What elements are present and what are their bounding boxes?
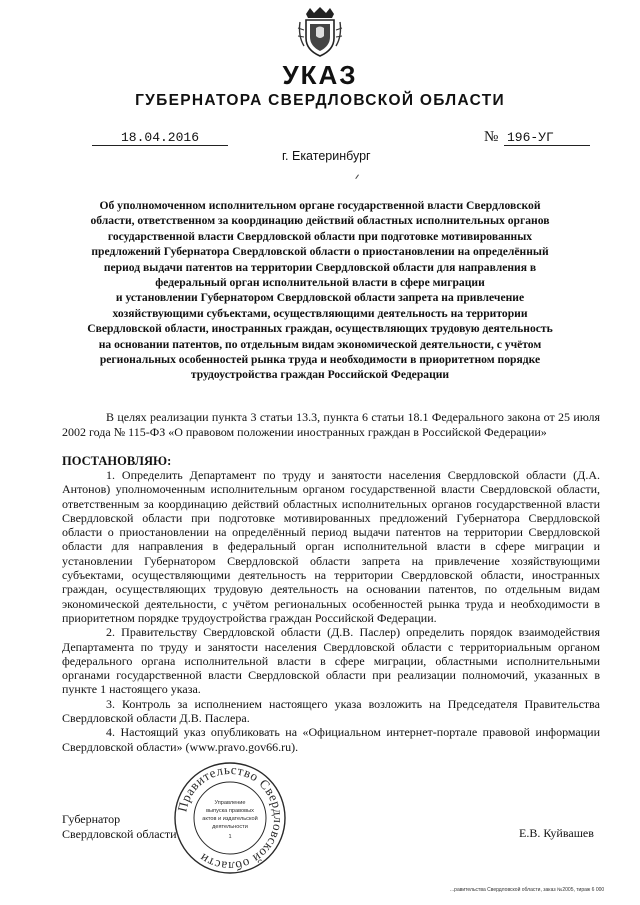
decree-body [62, 468, 600, 754]
preamble-paragraph: В целях реализации пункта 3 статьи 13.3, пункта 6 статьи 18.1 Федерального закона от 25 июля 2002 года № 115-ФЗ «О правовом положении иностранных граждан в Российской Федерации» [62, 410, 600, 439]
heading-line: и установлении Губернатором Свердловской области запрета на привлечение [115, 291, 525, 305]
clause-2: 2. Правительству Свердловской области (Д.В. Паслер) определить порядок взаимодействия Департамента по труду и занятости населения Свердловской области с территориальным органом федерального органа исполнительной власти в сфере миграции, областными исполнительными органами государственной власти Свердловской области при реализации полномочий, указанных в пункте 1 настоящего указа. [62, 625, 600, 697]
svg-text:Правительство Свердловской обл: Правительство Свердловской области [174, 761, 287, 875]
clause-4: 4. Настоящий указ опубликовать на «Официальном интернет-портале правовой информации Свердловской области» (www.pravo.gov66.ru). [62, 725, 600, 754]
clause-3: 3. Контроль за исполнением настоящего указа возложить на Председателя Правительства Свердловской области Д.В. Паслера. [62, 696, 600, 726]
issuer-subtitle: ГУБЕРНАТОРА СВЕРДЛОВСКОЙ ОБЛАСТИ [135, 92, 505, 109]
signatory-title-line: Свердловской области [62, 826, 177, 841]
decree-heading [62, 198, 578, 383]
heading-line: региональных особенностей рынка труда и необходимости в приоритетном порядке [99, 353, 541, 367]
number-underline [504, 145, 590, 146]
number-sign: № [484, 129, 499, 145]
stamp-center-line: деятельности [212, 824, 248, 830]
stamp-center-line: актов и издательской [202, 816, 258, 822]
decree-number: 196-УГ [507, 130, 554, 145]
clause-1: 1. Определить Департамент по труду и занятости населения Свердловской области (Д.А. Антонов) уполномоченным исполнительным органом государственной власти Свердловской области, ответственным за координацию действий областных исполнительных органов государственной власти Свердловской области при подготовке мотивированных предложений Губернатора Свердловской области о приостановлении на определённый период выдачи патентов на территории Свердловской области для направления в федеральный орган исполнительной власти в сфере миграции и установлении Губернатором Свердловской области запрета на привлечение хозяйствующими субъектами, осуществляющими деятельность на территории Свердловской области, иностранных граждан, осуществляющих трудовую деятельность на основании патентов, по отдельным видам экономической деятельности, с учётом региональных особенностей рынка труда и необходимости в приоритетном порядке трудоустройства граждан Российской Федерации. [62, 468, 600, 625]
signatory-title [62, 812, 177, 841]
official-stamp [172, 760, 288, 876]
decree-date: 18.04.2016 [120, 130, 199, 145]
document-type-title: УКАЗ [282, 60, 358, 90]
coat-of-arms-emblem-icon [296, 6, 344, 58]
date-underline [92, 145, 228, 146]
heading-line: период выдачи патентов на территории Свердловской области для направления в [103, 260, 537, 274]
pen-mark [355, 174, 360, 179]
heading-line: Об уполномоченном исполнительном органе государственной власти Свердловской [99, 199, 541, 212]
stamp-center-line: Управление [214, 800, 246, 806]
heading-line: области, ответственном за координацию действий областных исполнительных органов [90, 214, 550, 228]
stamp-center-line: выпуска правовых [206, 808, 254, 814]
decree-word: ПОСТАНОВЛЯЮ: [62, 454, 172, 468]
signatory-name: Е.В. Куйвашев [519, 826, 594, 840]
heading-line: предложений Губернатора Свердловской области о приостановлении на определённый [91, 245, 549, 259]
heading-line: трудоустройства граждан Российской Федерации [190, 368, 450, 382]
heading-line: федеральный орган исполнительной власти в сфере миграции [155, 276, 485, 290]
heading-line: государственной власти Свердловской области при подготовке мотивированных [107, 229, 533, 243]
stamp-center-line: 1 [228, 834, 232, 840]
heading-line: на основании патентов, по отдельным видам экономической деятельности, с учётом [98, 337, 542, 351]
print-footer: ...равительства Свердловской области, заказ №2005, тираж 6 000 [450, 887, 605, 893]
heading-line: хозяйствующими субъектами, осуществляющими деятельность на территории [112, 306, 528, 320]
heading-line: Свердловской области, иностранных граждан, осуществляющих трудовую деятельность [87, 322, 553, 336]
issue-city: г. Екатеринбург [282, 149, 371, 163]
signatory-title-line: Губернатор [62, 812, 121, 826]
